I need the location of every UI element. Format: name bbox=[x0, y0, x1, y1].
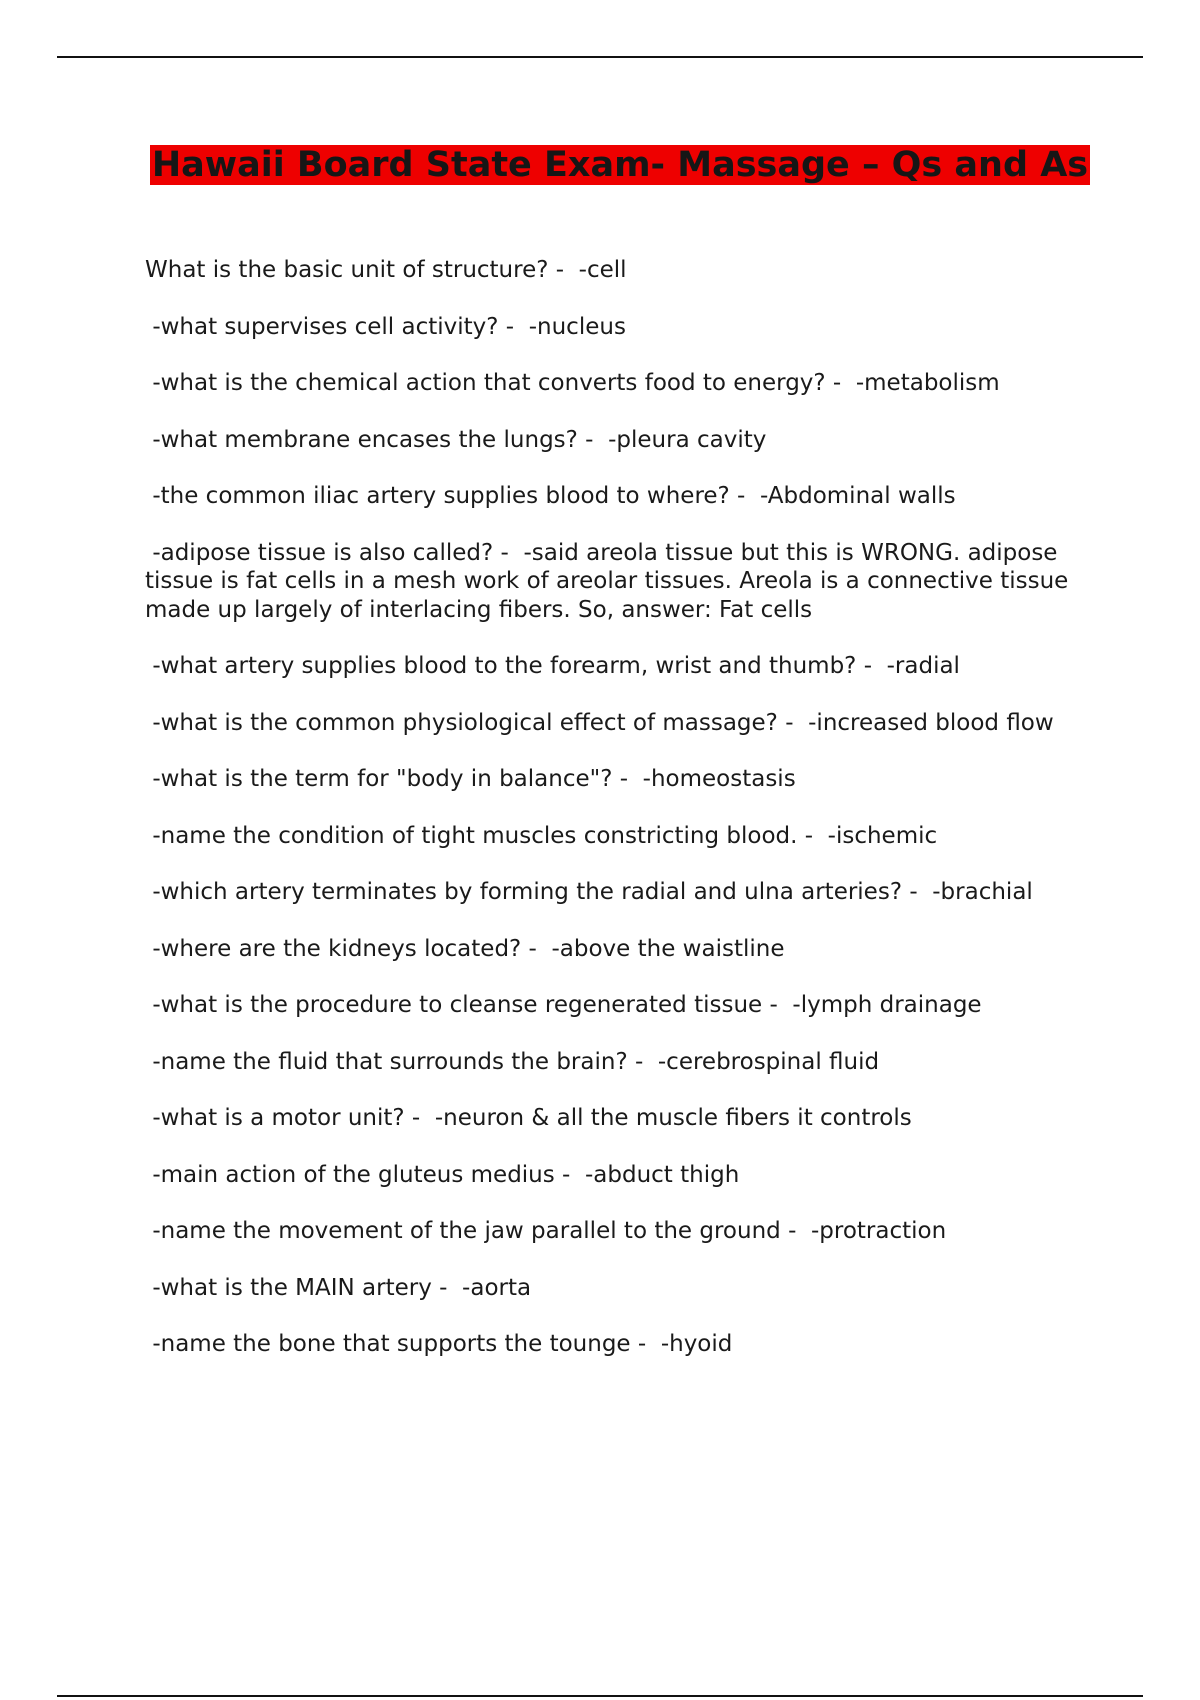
qa-list bbox=[145, 256, 1075, 1387]
document-title-block bbox=[145, 144, 1095, 186]
qa-item: -what is the term for "body in balance"? - -homeostasis bbox=[145, 766, 796, 792]
qa-item: -what is the common physiological effect of massage? - -increased blood flow bbox=[145, 709, 1054, 736]
qa-item: -which artery terminates by forming the radial and ulna arteries? - -brachial bbox=[145, 879, 1033, 905]
qa-item: -adipose tissue is also called? - -said areola tissue but this is WRONG. adipose tissue is fat cells in a mesh work of areolar tissues. Areola is a connective tissue made up largely of interlacing fibers. So, answer: Fat cells bbox=[145, 539, 1076, 623]
qa-item: -where are the kidneys located? - -above the waistline bbox=[145, 935, 785, 962]
qa-item: -name the bone that supports the tounge - -hyoid bbox=[145, 1331, 733, 1357]
qa-item: -what is the MAIN artery - -aorta bbox=[145, 1274, 532, 1301]
qa-item: -what is a motor unit? - -neuron & all the muscle fibers it controls bbox=[145, 1105, 912, 1131]
qa-item: -what is the procedure to cleanse regenerated tissue - -lymph drainage bbox=[145, 992, 982, 1018]
qa-item: -the common iliac artery supplies blood to where? - -Abdominal walls bbox=[145, 483, 956, 509]
qa-item: -what artery supplies blood to the forearm, wrist and thumb? - -radial bbox=[145, 653, 960, 679]
qa-item: -what supervises cell activity? - -nucleus bbox=[145, 313, 626, 340]
footer-rule bbox=[57, 1695, 1143, 1697]
document-title: Hawaii Board State Exam- Massage – Qs and As bbox=[151, 145, 1089, 185]
header-rule bbox=[57, 56, 1143, 58]
qa-item: -what membrane encases the lungs? - -pleura cavity bbox=[145, 426, 767, 453]
qa-item: -what is the chemical action that converts food to energy? - -metabolism bbox=[145, 370, 1000, 396]
qa-item: What is the basic unit of structure? - -cell bbox=[145, 257, 627, 283]
qa-item: -name the fluid that surrounds the brain? - -cerebrospinal fluid bbox=[145, 1048, 880, 1075]
qa-item: -main action of the gluteus medius - -abduct thigh bbox=[145, 1161, 740, 1188]
qa-item: -name the condition of tight muscles constricting blood. - -ischemic bbox=[145, 822, 938, 849]
qa-item: -name the movement of the jaw parallel to the ground - -protraction bbox=[145, 1218, 947, 1244]
